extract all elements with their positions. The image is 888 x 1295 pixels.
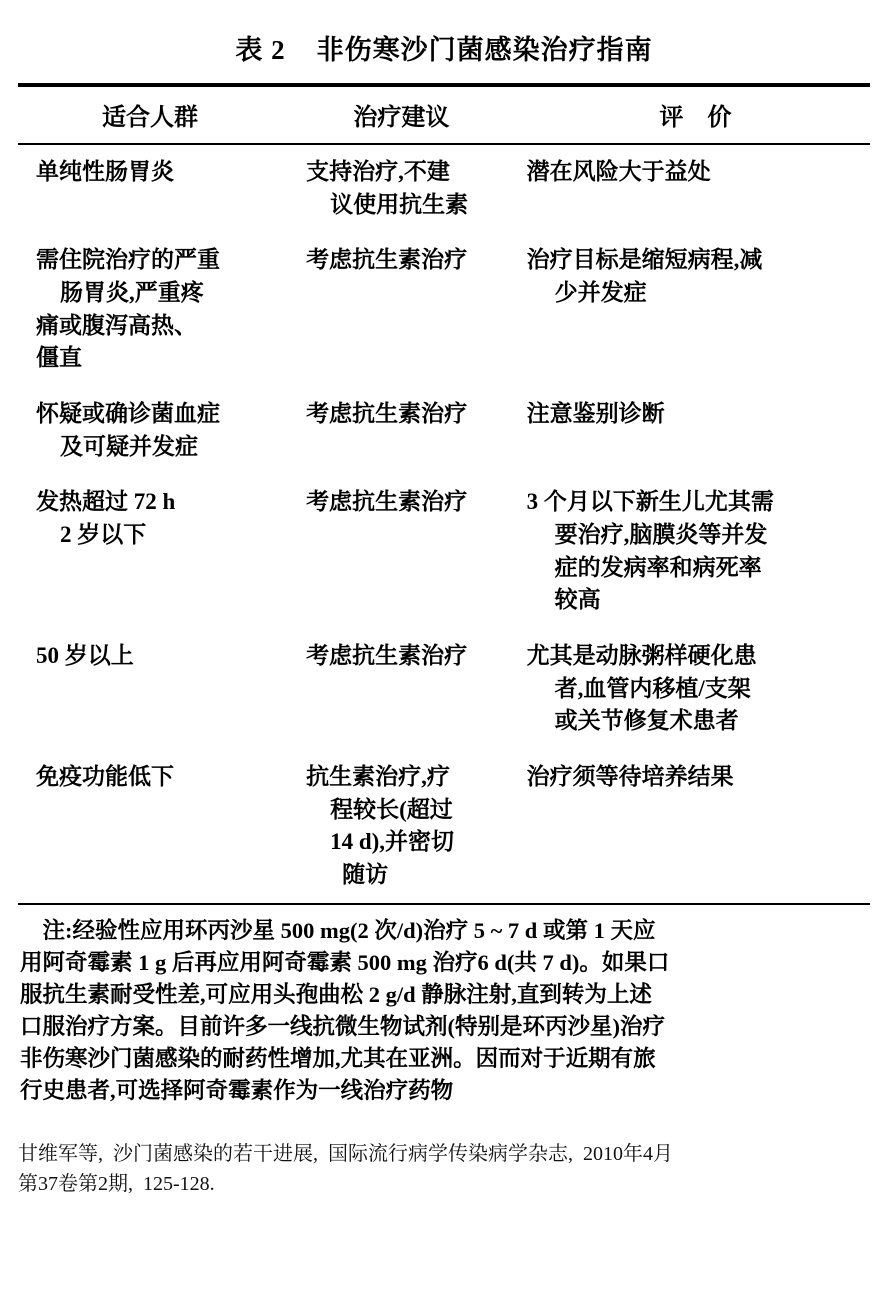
cell-population: 发热超过 72 h 2 岁以下: [36, 489, 176, 547]
table-row: [18, 629, 870, 750]
cell-population: 单纯性肠胃炎: [36, 159, 174, 184]
table-row: [18, 387, 870, 475]
table-header: [18, 87, 870, 143]
cell-recommendation: 考虑抗生素治疗: [306, 489, 468, 515]
cell-population: 需住院治疗的严重 肠胃炎,严重疼 痛或腹泻高热、 僵直: [36, 247, 220, 371]
cell-comment: 3 个月以下新生儿尤其需 要治疗,脑膜炎等并发 症的发病率和病死率 较高: [526, 489, 774, 613]
table-row: [18, 145, 870, 233]
table-title: 表 2 非伤寒沙门菌感染治疗指南: [235, 35, 653, 65]
cell-recommendation: 考虑抗生素治疗: [306, 642, 468, 668]
column-header-recommendation: 治疗建议: [353, 105, 450, 131]
cell-comment: 治疗须等待培养结果: [526, 763, 734, 789]
table-row: [18, 475, 870, 629]
column-header-comment: 评 价: [659, 105, 732, 131]
cell-population: 免疫功能低下: [36, 763, 174, 789]
guideline-table: [18, 87, 870, 143]
cell-comment: 治疗目标是缩短病程,减 少并发症: [526, 247, 763, 305]
table-row: [18, 233, 870, 387]
header-row: [18, 87, 870, 143]
cell-recommendation: 考虑抗生素治疗: [306, 400, 468, 426]
table-row: [18, 750, 870, 904]
cell-comment: 尤其是动脉粥样硬化患 者,血管内移植/支架 或关节修复术患者: [526, 642, 757, 734]
cell-comment: 注意鉴别诊断: [526, 400, 665, 426]
cell-population: 怀疑或确诊菌血症 及可疑并发症: [36, 400, 220, 459]
table-footnote: 注:经验性应用环丙沙星 500 mg(2 次/d)治疗 5 ~ 7 d 或第 1 天应 用阿奇霉素 1 g 后再应用阿奇霉素 500 mg 治疗6 d(共 7 d)。如果口 服抗生素耐受性差,可应用头孢曲松 2 g/d 静脉注射,直到转为上述 口服治疗方案。目前许多一线抗微生物试剂(特别是环丙沙星)治疗 非伤寒沙门菌感染的耐药性增加,尤其在亚洲。因而对于近期有旅 行史患者,可选择阿奇霉素作为一线治疗药物: [20, 918, 670, 1104]
source-citation: 甘维军等, 沙门菌感染的若干进展, 国际流行病学传染病学杂志, 2010年4月 第37卷第2期, 125-128.: [18, 1143, 673, 1196]
column-header-population: 适合人群: [102, 105, 199, 131]
cell-recommendation: 抗生素治疗,疗 程较长(超过 14 d),并密切 随访: [306, 763, 455, 887]
cell-recommendation: 支持治疗,不建 议使用抗生素: [306, 159, 469, 217]
cell-population: 50 岁以上: [36, 642, 134, 668]
guideline-table-body: [18, 145, 870, 903]
cell-comment: 潜在风险大于益处: [526, 159, 711, 184]
cell-recommendation: 考虑抗生素治疗: [306, 247, 468, 273]
